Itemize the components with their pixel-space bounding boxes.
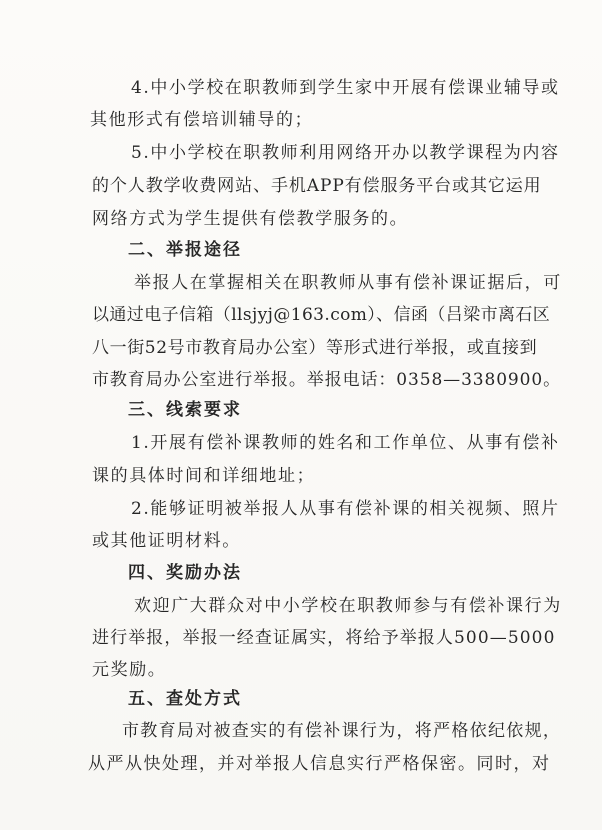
paragraph-rewards-line-1: 欢迎广大群众对中小学校在职教师参与有偿补课行为	[134, 596, 562, 616]
paragraph-rewards-line-3: 元奖励。	[92, 660, 167, 680]
section-heading-rewards: 四、奖励办法	[128, 563, 242, 583]
list-item-5-line-3: 网络方式为学生提供有偿教学服务的。	[92, 209, 409, 229]
paragraph-report-line-2: 以通过电子信箱（llsjyj@163.com）、信函（吕梁市离石区	[92, 305, 551, 325]
list-item-4-line-1: 4.中小学校在职教师到学生家中开展有偿课业辅导或	[131, 78, 560, 98]
clue-item-2-line-2: 或其他证明材料。	[92, 531, 241, 551]
list-item-5-line-2: 的个人教学收费网站、手机APP有偿服务平台或其它运用	[92, 176, 542, 196]
section-heading-report-channels: 二、举报途径	[128, 240, 242, 260]
list-item-5-line-1: 5.中小学校在职教师利用网络开办以教学课程为内容	[131, 143, 560, 163]
clue-item-1-line-2: 课的具体时间和详细地址；	[92, 466, 316, 486]
paragraph-report-line-4: 市教育局办公室进行举报。举报电话：0358—3380900。	[92, 370, 561, 390]
clue-item-1-line-1: 1.开展有偿补课教师的姓名和工作单位、从事有偿补	[131, 433, 560, 453]
paragraph-report-line-3: 八一街52号市教育局办公室）等形式进行举报，或直接到	[92, 338, 538, 358]
list-item-4-line-2: 其他形式有偿培训辅导的；	[90, 110, 314, 130]
paragraph-handling-line-1: 市教育局对被查实的有偿补课行为，将严格依纪依规，	[122, 721, 562, 741]
section-heading-handling: 五、查处方式	[128, 689, 242, 709]
paragraph-handling-line-2: 从严从快处理，并对举报人信息实行严格保密。同时，对	[88, 754, 551, 774]
section-heading-clue-requirements: 三、线索要求	[128, 400, 242, 420]
paragraph-report-line-1: 举报人在掌握相关在职教师从事有偿补课证据后，可	[134, 273, 562, 293]
clue-item-2-line-1: 2.能够证明被举报人从事有偿补课的相关视频、照片	[131, 499, 560, 519]
paragraph-rewards-line-2: 进行举报，举报一经查证属实，将给予举报人500—5000	[92, 628, 556, 648]
